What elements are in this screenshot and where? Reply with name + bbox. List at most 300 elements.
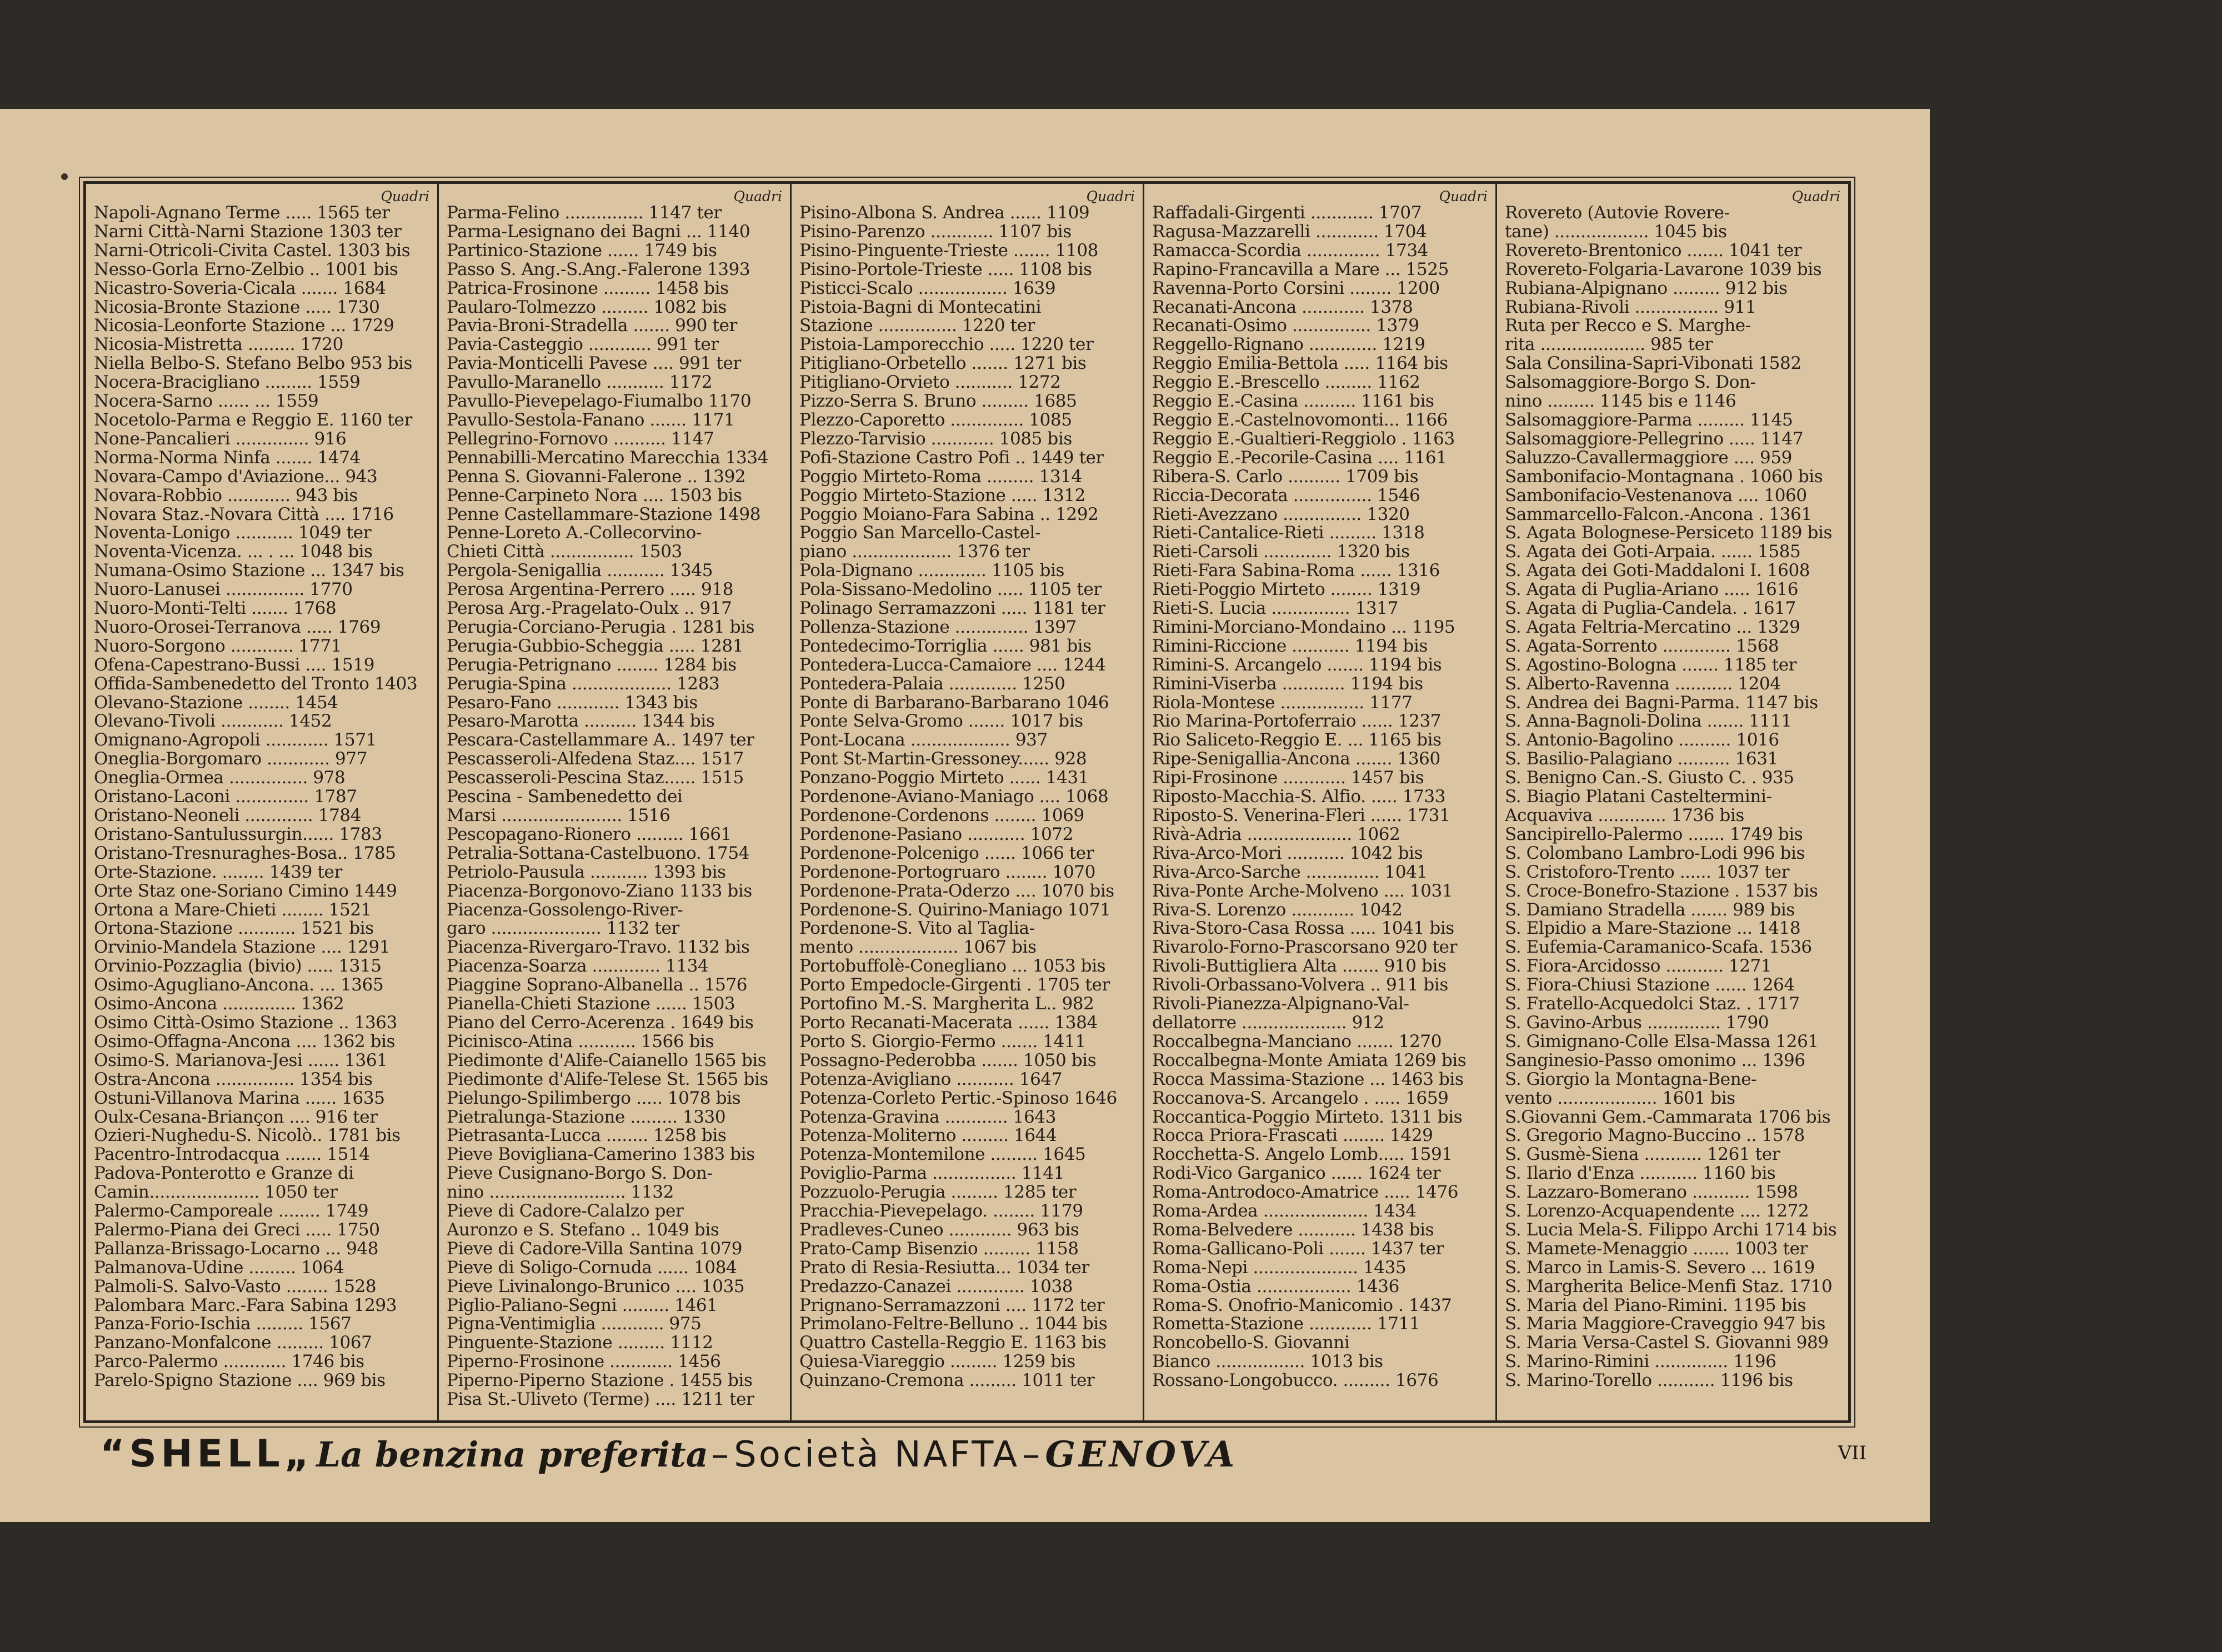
route-entry: Rapino-Francavilla a Mare ... 1525	[1152, 260, 1449, 279]
route-entry: Roma-Gallicano-Poli ....... 1437 ter	[1152, 1239, 1444, 1259]
route-entry: Rubiana-Alpignano ......... 912 bis	[1505, 279, 1788, 298]
route-entry: garo ..................... 1132 ter	[447, 919, 679, 939]
route-entry: Sanginesio-Passo omonimo ... 1396	[1505, 1051, 1805, 1070]
route-entry: Pescasseroli-Alfedena Staz.... 1517	[447, 750, 744, 769]
route-entry: Porto Recanati-Macerata ...... 1384	[799, 1013, 1098, 1033]
route-entry: Rivoli-Pianezza-Alpignano-Val-	[1152, 995, 1409, 1014]
route-entry: Nesso-Gorla Erno-Zelbio .. 1001 bis	[94, 260, 398, 279]
page-sheet	[0, 109, 1930, 1522]
route-entry: Pordenone-S. Vito al Taglia-	[799, 919, 1035, 939]
route-entry: Novara-Campo d'Aviazione... 943	[94, 467, 378, 487]
route-entry: S. Fratello-Acquedolci Staz. . 1717	[1505, 995, 1800, 1014]
route-entry: Rieti-Fara Sabina-Roma ...... 1316	[1152, 562, 1440, 581]
index-column	[437, 184, 790, 1420]
route-entry: Rivà-Adria .................... 1062	[1152, 825, 1400, 844]
route-entry: Ripe-Senigallia-Ancona ....... 1360	[1152, 750, 1440, 769]
route-entry: Pavia-Casteggio ............ 991 ter	[447, 336, 719, 355]
route-entry: Pavullo-Pievepelago-Fiumalbo 1170	[447, 392, 752, 411]
route-entry: Possagno-Pederobba ....... 1050 bis	[799, 1051, 1097, 1070]
route-entry: Piano del Cerro-Acerenza . 1649 bis	[447, 1013, 754, 1033]
route-entry: Prato di Resia-Resiutta... 1034 ter	[799, 1258, 1089, 1278]
route-entry: Roccanova-S. Arcangelo . ..... 1659	[1152, 1089, 1449, 1108]
route-entry: Rieti-Avezzano ............... 1320	[1152, 505, 1410, 524]
footer-dash: –	[1022, 1434, 1043, 1475]
route-entry: Polinago Serramazzoni ..... 1181 ter	[799, 599, 1105, 618]
route-entry: Rovereto (Autovie Rovere-	[1505, 204, 1730, 223]
route-entry: Nocetolo-Parma e Reggio E. 1160 ter	[94, 411, 412, 430]
route-entry: Picinisco-Atina ........... 1566 bis	[447, 1032, 714, 1052]
footer-dash: –	[711, 1434, 732, 1475]
route-entry: Narni Città-Narni Stazione 1303 ter	[94, 222, 402, 242]
route-entry: Salsomaggiore-Pellegrino ..... 1147	[1505, 429, 1804, 449]
route-entry: Quinzano-Cremona ......... 1011 ter	[799, 1371, 1095, 1391]
index-column	[1495, 184, 1848, 1420]
route-entry: Primolano-Feltre-Belluno .. 1044 bis	[799, 1315, 1108, 1334]
route-entry: Rubiana-Rivoli ................ 911	[1505, 298, 1756, 317]
route-entry: Partinico-Stazione ...... 1749 bis	[447, 241, 717, 261]
route-entry: Perosa Argentina-Perrero ..... 918	[447, 580, 734, 600]
route-entry: Palmanova-Udine ......... 1064	[94, 1258, 344, 1278]
route-entry: Pozzuolo-Perugia ......... 1285 ter	[799, 1183, 1077, 1203]
footer-brand: “SHELL„	[100, 1432, 314, 1476]
route-entry: S. Lorenzo-Acquapendente .... 1272	[1505, 1202, 1809, 1221]
route-entry: Olevano-Tivoli ............ 1452	[94, 712, 332, 732]
route-entry: Nocera-Bracigliano ......... 1559	[94, 373, 361, 393]
route-entry: Penne-Loreto A.-Collecorvino-	[447, 524, 702, 543]
route-entry: Pieve di Soligo-Cornuda ...... 1084	[447, 1258, 737, 1278]
route-entry: Olevano-Stazione ........ 1454	[94, 693, 338, 713]
route-entry: Pordenone-S. Quirino-Maniago 1071	[799, 900, 1111, 920]
route-entry: Riposto-S. Venerina-Fleri ...... 1731	[1152, 807, 1450, 825]
route-entry: Offida-Sambenedetto del Tronto 1403	[94, 674, 418, 694]
route-entry: Ponte Selva-Gromo ....... 1017 bis	[799, 712, 1083, 732]
route-entry: Rovereto-Brentonico ....... 1041 ter	[1505, 241, 1802, 261]
route-entry: Pizzo-Serra S. Bruno ......... 1685	[799, 392, 1077, 411]
route-entry: Pescara-Castellammare A.. 1497 ter	[447, 731, 754, 750]
route-entry: S. Agata Bolognese-Persiceto 1189 bis	[1505, 524, 1833, 543]
route-entry: Roma-Antrodoco-Amatrice ..... 1476	[1152, 1183, 1459, 1203]
footer-company: Società NAFTA	[734, 1434, 1020, 1475]
route-entry: Rocchetta-S. Angelo Lomb..... 1591	[1152, 1145, 1453, 1165]
route-entry: Oneglia-Ormea ............... 978	[94, 769, 346, 788]
route-entry: Pracchia-Pievepelago. ........ 1179	[799, 1202, 1083, 1221]
route-entry: Potenza-Moliterno ......... 1644	[799, 1127, 1057, 1146]
route-entry: Ostra-Ancona ............... 1354 bis	[94, 1070, 373, 1089]
index-column	[86, 184, 437, 1420]
route-entry: Pieve Bovigliana-Camerino 1383 bis	[447, 1145, 755, 1165]
route-entry: Palombara Marc.-Fara Sabina 1293	[94, 1296, 397, 1315]
route-entry: Stazione ............... 1220 ter	[799, 317, 1035, 336]
route-entry: Orvinio-Mandela Stazione .... 1291	[94, 938, 391, 958]
route-entry: Sambonifacio-Montagnana . 1060 bis	[1505, 467, 1823, 487]
route-entry: Recanati-Ancona ............ 1378	[1152, 298, 1413, 317]
route-entry: Piglio-Paliano-Segni ......... 1461	[447, 1296, 718, 1315]
route-entry: Pordenone-Pasiano ........... 1072	[799, 825, 1073, 844]
route-entry: S. Agata dei Goti-Maddaloni I. 1608	[1505, 562, 1810, 581]
route-entry: rita .................... 985 ter	[1505, 336, 1713, 355]
route-entry: S. Maria Maggiore-Craveggio 947 bis	[1505, 1315, 1825, 1334]
route-entry: Reggio E.-Pecorile-Casina .... 1161	[1152, 448, 1447, 468]
route-entry: S. Agata Feltria-Mercatino ... 1329	[1505, 618, 1800, 637]
route-entry: Rio Saliceto-Reggio E. ... 1165 bis	[1152, 731, 1442, 750]
column-header: Quadri	[733, 188, 782, 204]
route-entry: Plezzo-Caporetto .............. 1085	[799, 411, 1072, 430]
route-entry: Napoli-Agnano Terme ..... 1565 ter	[94, 204, 390, 223]
route-entry: Riccia-Decorata ............... 1546	[1152, 486, 1420, 505]
route-entry: Pesaro-Fano ............ 1343 bis	[447, 693, 698, 713]
index-columns	[86, 184, 1848, 1420]
route-entry: Nuoro-Sorgono ............ 1771	[94, 637, 342, 656]
route-entry: S. Maria Versa-Castel S. Giovanni 989	[1505, 1334, 1829, 1353]
route-entry: Quiesa-Viareggio ......... 1259 bis	[799, 1353, 1075, 1372]
route-entry: Osimo-Agugliano-Ancona. ... 1365	[94, 976, 384, 995]
route-entry: Poggio Moiano-Fara Sabina .. 1292	[799, 505, 1099, 524]
column-header: Quadri	[381, 188, 429, 204]
route-entry: Marsi ....................... 1516	[447, 807, 670, 825]
route-entry: Pisticci-Scalo ................. 1639	[799, 279, 1056, 298]
route-entry: Orvinio-Pozzaglia (bivio) ..... 1315	[94, 957, 382, 977]
route-entry: Pennabilli-Mercatino Marecchia 1334	[447, 448, 769, 468]
route-entry: Pontedera-Palaia ............. 1250	[799, 674, 1065, 694]
route-entry: Pietrasanta-Lucca ........ 1258 bis	[447, 1127, 727, 1146]
route-entry: Sambonifacio-Vestenanova .... 1060	[1505, 486, 1807, 505]
route-entry: Nicosia-Leonforte Stazione ... 1729	[94, 317, 394, 336]
route-entry: S. Damiano Stradella ....... 989 bis	[1505, 900, 1795, 920]
route-entry: Riva-Storo-Casa Rossa ..... 1041 bis	[1152, 919, 1454, 939]
route-entry: Ramacca-Scordia .............. 1734	[1152, 241, 1428, 261]
route-entry: Nuoro-Monti-Telti ....... 1768	[94, 599, 337, 618]
route-entry: Perosa Arg.-Pragelato-Oulx .. 917	[447, 599, 732, 618]
route-entry: Roccalbegna-Manciano ....... 1270	[1152, 1032, 1442, 1052]
route-entry: Riola-Montese ................ 1177	[1152, 693, 1413, 713]
route-entry: Oristano-Neoneli ............. 1784	[94, 807, 362, 825]
route-entry: S. Maria del Piano-Rimini. 1195 bis	[1505, 1296, 1806, 1315]
route-entry: Rossano-Longobucco. ......... 1676	[1152, 1371, 1439, 1391]
route-entry: S. Marino-Torello ........... 1196 bis	[1505, 1371, 1793, 1391]
route-entry: Pescopagano-Rionero ......... 1661	[447, 825, 732, 844]
route-entry: Omignano-Agropoli ............ 1571	[94, 731, 377, 750]
route-entry: Penna S. Giovanni-Falerone .. 1392	[447, 467, 746, 487]
route-entry: S. Agata di Puglia-Candela. . 1617	[1505, 599, 1796, 618]
route-entry: Nuoro-Lanusei ............... 1770	[94, 580, 353, 600]
route-entry: Rio Marina-Portoferraio ...... 1237	[1152, 712, 1442, 732]
route-entry: Pola-Sissano-Medolino ..... 1105 ter	[799, 580, 1102, 600]
route-entry: Rimini-Riccione ........... 1194 bis	[1152, 637, 1428, 656]
route-entry: Ravenna-Porto Corsini ........ 1200	[1152, 279, 1440, 298]
route-entry: Porto Empedocle-Girgenti . 1705 ter	[799, 976, 1110, 995]
route-entry: Oristano-Santulussurgin...... 1783	[94, 825, 382, 844]
route-entry: Osimo-Offagna-Ancona .... 1362 bis	[94, 1032, 396, 1052]
route-entry: Rimini-S. Arcangelo ....... 1194 bis	[1152, 655, 1442, 675]
index-column	[1143, 184, 1495, 1420]
route-entry: Salsomaggiore-Borgo S. Don-	[1505, 373, 1756, 393]
route-entry: Parco-Palermo ............ 1746 bis	[94, 1353, 364, 1372]
route-entry: Novara-Robbio ............ 943 bis	[94, 486, 358, 505]
route-entry: Numana-Osimo Stazione ... 1347 bis	[94, 562, 404, 581]
route-entry: Rocca Massima-Stazione ... 1463 bis	[1152, 1070, 1464, 1089]
route-entry: S. Alberto-Ravenna ........... 1204	[1505, 674, 1781, 694]
route-entry: Portofino M.-S. Margherita L.. 982	[799, 995, 1094, 1014]
route-entry: Predazzo-Canazei ............. 1038	[799, 1277, 1073, 1296]
route-entry: Roma-S. Onofrio-Manicomio . 1437	[1152, 1296, 1452, 1315]
route-entry: Piperno-Frosinone ............ 1456	[447, 1353, 721, 1372]
route-entry: Pianella-Chieti Stazione ...... 1503	[447, 995, 735, 1014]
route-entry: Piedimonte d'Alife-Caianello 1565 bis	[447, 1051, 767, 1070]
route-entry: Auronzo e S. Stefano .. 1049 bis	[447, 1220, 719, 1240]
route-entry: S. Marco in Lamis-S. Severo ... 1619	[1505, 1258, 1815, 1278]
route-entry: Ripi-Frosinone ............ 1457 bis	[1152, 769, 1424, 788]
route-entry: Narni-Otricoli-Civita Castel. 1303 bis	[94, 241, 411, 261]
route-entry: Nicosia-Bronte Stazione ..... 1730	[94, 298, 380, 317]
route-entry: Saluzzo-Cavallermaggiore .... 959	[1505, 448, 1792, 468]
route-entry: S. Agata-Sorrento ............. 1568	[1505, 637, 1779, 656]
route-entry: Riva-Arco-Mori ........... 1042 bis	[1152, 844, 1423, 863]
route-entry: S. Gusmè-Siena ........... 1261 ter	[1505, 1145, 1780, 1165]
route-entry: Nicastro-Soveria-Cicala ....... 1684	[94, 279, 386, 298]
route-entry: Osimo Città-Osimo Stazione .. 1363	[94, 1013, 397, 1033]
route-entry: Sala Consilina-Sapri-Vibonati 1582	[1505, 354, 1801, 374]
route-entry: Orte-Stazione. ........ 1439 ter	[94, 863, 342, 882]
route-entry: Portobuffolè-Conegliano ... 1053 bis	[799, 957, 1106, 977]
route-entry: Piacenza-Soarza ............. 1134	[447, 957, 709, 977]
route-entry: Rodi-Vico Garganico ...... 1624 ter	[1152, 1164, 1441, 1184]
route-entry: Pescina - Sambenedetto dei	[447, 788, 683, 807]
route-entry: Pordenone-Portogruaro ........ 1070	[799, 863, 1095, 882]
route-entry: None-Pancalieri .............. 916	[94, 429, 347, 449]
route-entry: S. Giorgio la Montagna-Bene-	[1505, 1070, 1757, 1089]
route-entry: Panzano-Monfalcone ......... 1067	[94, 1334, 372, 1353]
route-entry: S. Fiora-Arcidosso ........... 1271	[1505, 957, 1772, 977]
route-entry: S. Antonio-Bagolino .......... 1016	[1505, 731, 1779, 750]
route-entry: Oneglia-Borgomaro ............ 977	[94, 750, 368, 769]
route-entry: Passo S. Ang.-S.Ang.-Falerone 1393	[447, 260, 750, 279]
route-entry: Oristano-Laconi .............. 1787	[94, 788, 357, 807]
route-entry: Palmoli-S. Salvo-Vasto ........ 1528	[94, 1277, 377, 1296]
route-entry: Pielungo-Spilimbergo ..... 1078 bis	[447, 1089, 741, 1108]
route-entry: Pofi-Stazione Castro Pofi .. 1449 ter	[799, 448, 1104, 468]
route-entry: Sancipirello-Palermo ....... 1749 bis	[1505, 825, 1803, 844]
route-entry: S. Gregorio Magno-Buccino .. 1578	[1505, 1127, 1805, 1146]
route-entry: Perugia-Spina ................... 1283	[447, 674, 720, 694]
route-entry: Perugia-Petrignano ........ 1284 bis	[447, 655, 737, 675]
route-entry: S. Basilio-Palagiano .......... 1631	[1505, 750, 1778, 769]
route-entry: Rimini-Viserba ............ 1194 bis	[1152, 674, 1423, 694]
route-entry: Pitigliano-Orbetello ....... 1271 bis	[799, 354, 1087, 374]
column-header: Quadri	[1086, 188, 1135, 204]
route-entry: Salsomaggiore-Parma ......... 1145	[1505, 411, 1793, 430]
route-entry: Nicosia-Mistretta ......... 1720	[94, 336, 343, 355]
route-entry: Riva-Arco-Sarche .............. 1041	[1152, 863, 1428, 882]
route-entry: Rimini-Morciano-Mondaino ... 1195	[1152, 618, 1455, 637]
route-entry: Piedimonte d'Alife-Telese St. 1565 bis	[447, 1070, 768, 1089]
route-entry: Riva-Ponte Arche-Molveno .... 1031	[1152, 882, 1453, 901]
route-entry: Pordenone-Prata-Oderzo .... 1070 bis	[799, 882, 1114, 901]
route-entry: Osimo-S. Marianova-Jesi ...... 1361	[94, 1051, 388, 1070]
route-entry: Ortona a Mare-Chieti ........ 1521	[94, 900, 372, 920]
route-entry: Pont-Locana ................... 937	[799, 731, 1048, 750]
index-column	[790, 184, 1143, 1420]
route-entry: Paularo-Tolmezzo ......... 1082 bis	[447, 298, 727, 317]
route-entry: Pesaro-Marotta .......... 1344 bis	[447, 712, 715, 732]
route-entry: Novara Staz.-Novara Città .... 1716	[94, 505, 394, 524]
route-entry: Acquaviva ............. 1736 bis	[1505, 807, 1744, 825]
route-entry: Ponte di Barbarano-Barbarano 1046	[799, 693, 1109, 713]
route-entry: Piaggine Soprano-Albanella .. 1576	[447, 976, 748, 995]
route-entry: Ozieri-Nughedu-S. Nicolò.. 1781 bis	[94, 1127, 401, 1146]
route-entry: Noventa-Lonigo ........... 1049 ter	[94, 524, 372, 543]
route-entry: Pieve di Cadore-Calalzo per	[447, 1202, 684, 1221]
route-entry: S. Croce-Bonefro-Stazione . 1537 bis	[1505, 882, 1818, 901]
route-entry: Riva-S. Lorenzo ............ 1042	[1152, 900, 1403, 920]
route-entry: Pavia-Monticelli Pavese .... 991 ter	[447, 354, 741, 374]
route-entry: Pinguente-Stazione ......... 1112	[447, 1334, 713, 1353]
route-entry: Pavullo-Maranello ........... 1172	[447, 373, 713, 393]
route-entry: Penne Castellammare-Stazione 1498	[447, 505, 761, 524]
route-entry: S. Benigno Can.-S. Giusto C. . 935	[1505, 769, 1794, 788]
route-entry: S. Eufemia-Caramanico-Scafa. 1536	[1505, 938, 1812, 958]
route-entry: Chieti Città ................ 1503	[447, 543, 682, 562]
route-entry: Pola-Dignano ............. 1105 bis	[799, 562, 1065, 581]
route-entry: Nuoro-Orosei-Terranova ..... 1769	[94, 618, 381, 637]
route-entry: S. Fiora-Chiusi Stazione ...... 1264	[1505, 976, 1795, 995]
route-entry: Poggio Mirteto-Stazione ..... 1312	[799, 486, 1085, 505]
route-entry: Orte Staz one-Soriano Cimino 1449	[94, 882, 397, 901]
route-entry: Palermo-Camporeale ........ 1749	[94, 1202, 369, 1221]
route-entry: Reggio Emilia-Bettola ..... 1164 bis	[1152, 354, 1448, 374]
route-entry: Pollenza-Stazione .............. 1397	[799, 618, 1077, 637]
ink-dot	[61, 173, 68, 180]
route-entry: Roma-Belvedere ........... 1438 bis	[1152, 1220, 1434, 1240]
route-entry: Roccalbegna-Monte Amiata 1269 bis	[1152, 1051, 1467, 1070]
route-entry: Roma-Ostia .................. 1436	[1152, 1277, 1399, 1296]
route-entry: Nocera-Sarno ...... ... 1559	[94, 392, 319, 411]
route-entry: Parelo-Spigno Stazione .... 969 bis	[94, 1371, 386, 1391]
route-entry: Pontedera-Lucca-Camaiore .... 1244	[799, 655, 1106, 675]
route-entry: Recanati-Osimo ............... 1379	[1152, 317, 1419, 336]
route-entry: S. Marino-Rimini .............. 1196	[1505, 1353, 1776, 1372]
route-entry: Poggio Mirteto-Roma ......... 1314	[799, 467, 1082, 487]
route-entry: Norma-Norma Ninfa ....... 1474	[94, 448, 361, 468]
route-entry: Ostuni-Villanova Marina ...... 1635	[94, 1089, 385, 1108]
route-entry: S. Agata di Puglia-Ariano ..... 1616	[1505, 580, 1799, 600]
route-entry: Reggello-Rignano ............. 1219	[1152, 336, 1425, 355]
route-entry: Rometta-Stazione ............ 1711	[1152, 1315, 1420, 1334]
route-entry: Rivarolo-Forno-Prascorsano 920 ter	[1152, 938, 1458, 958]
route-entry: Padova-Ponterotto e Granze di	[94, 1164, 354, 1184]
advertisement-footer	[100, 1432, 1866, 1482]
route-entry: vento ................... 1601 bis	[1505, 1089, 1735, 1108]
route-entry: Panza-Forio-Ischia ......... 1567	[94, 1315, 352, 1334]
route-entry: Perugia-Corciano-Perugia . 1281 bis	[447, 618, 755, 637]
route-entry: Roccantica-Poggio Mirteto. 1311 bis	[1152, 1108, 1463, 1127]
route-entry: Palermo-Piana dei Greci ..... 1750	[94, 1220, 380, 1240]
route-entry: Pisa St.-Uliveto (Terme) .... 1211 ter	[447, 1390, 754, 1409]
route-entry: S. Ilario d'Enza ........... 1160 bis	[1505, 1164, 1776, 1184]
route-entry: Rovereto-Folgaria-Lavarone 1039 bis	[1505, 260, 1822, 279]
route-entry: Pordenone-Aviano-Maniago .... 1068	[799, 788, 1109, 807]
footer-city: GENOVA	[1045, 1434, 1238, 1475]
route-entry: Pistoia-Bagni di Montecatini	[799, 298, 1042, 317]
route-entry: S. Gimignano-Colle Elsa-Massa 1261	[1505, 1032, 1819, 1052]
route-entry: Poviglio-Parma ................ 1141	[799, 1164, 1065, 1184]
route-entry: Piacenza-Gossolengo-River-	[447, 900, 683, 920]
route-entry: Oulx-Cesana-Briançon .... 916 ter	[94, 1108, 378, 1127]
route-entry: S. Margherita Belice-Menfi Staz. 1710	[1505, 1277, 1833, 1296]
route-entry: Rivoli-Buttigliera Alta ....... 910 bis	[1152, 957, 1447, 977]
route-entry: Raffadali-Girgenti ............ 1707	[1152, 204, 1422, 223]
route-entry: Pradleves-Cuneo ............ 963 bis	[799, 1220, 1079, 1240]
route-entry: Pergola-Senigallia ........... 1345	[447, 562, 713, 581]
route-entry: Reggio E.-Castelnovomonti... 1166	[1152, 411, 1448, 430]
route-entry: Patrica-Frosinone ......... 1458 bis	[447, 279, 729, 298]
route-entry: Potenza-Montemilone ......... 1645	[799, 1145, 1086, 1165]
route-entry: Reggio E.-Casina .......... 1161 bis	[1152, 392, 1434, 411]
route-entry: Ragusa-Mazzarelli ............ 1704	[1152, 222, 1427, 242]
route-entry: Pietralunga-Stazione ......... 1330	[447, 1108, 726, 1127]
route-entry: Ribera-S. Carlo .......... 1709 bis	[1152, 467, 1419, 487]
route-entry: Niella Belbo-S. Stefano Belbo 953 bis	[94, 354, 413, 374]
route-entry: S. Anna-Bagnoli-Dolina ....... 1111	[1505, 712, 1792, 732]
footer-slogan: La benzina preferita	[316, 1434, 708, 1475]
route-entry: Pont St-Martin-Gressoney...... 928	[799, 750, 1087, 769]
route-entry: S. Biagio Platani Casteltermini-	[1505, 788, 1772, 807]
route-entry: Rieti-Cantalice-Rieti ......... 1318	[1152, 524, 1425, 543]
route-entry: Pavia-Broni-Stradella ....... 990 ter	[447, 317, 737, 336]
route-entry: Pieve Cusignano-Borgo S. Don-	[447, 1164, 713, 1184]
route-entry: Oristano-Tresnuraghes-Bosa.. 1785	[94, 844, 396, 863]
route-entry: nino .......................... 1132	[447, 1183, 674, 1203]
route-entry: Reggio E.-Gualtieri-Reggiolo . 1163	[1152, 429, 1455, 449]
route-entry: S. Andrea dei Bagni-Parma. 1147 bis	[1505, 693, 1818, 713]
route-entry: Potenza-Corleto Pertic.-Spinoso 1646	[799, 1089, 1117, 1108]
route-entry: Piperno-Piperno Stazione . 1455 bis	[447, 1371, 753, 1391]
route-entry: Camin..................... 1050 ter	[94, 1183, 338, 1203]
route-entry: Riposto-Macchia-S. Alfio. ..... 1733	[1152, 788, 1446, 807]
route-entry: Prignano-Serramazzoni .... 1172 ter	[799, 1296, 1105, 1315]
route-entry: S. Agostino-Bologna ....... 1185 ter	[1505, 655, 1797, 675]
route-entry: Pacentro-Introdacqua ....... 1514	[94, 1145, 370, 1165]
route-entry: Bianco ................. 1013 bis	[1152, 1353, 1383, 1372]
route-entry: mento ................... 1067 bis	[799, 938, 1037, 958]
route-entry: Ofena-Capestrano-Bussi .... 1519	[94, 655, 375, 675]
route-entry: Reggio E.-Brescello ......... 1162	[1152, 373, 1420, 393]
column-header: Quadri	[1439, 188, 1488, 204]
route-entry: Pavullo-Sestola-Fanano ....... 1171	[447, 411, 735, 430]
route-entry: Quattro Castella-Reggio E. 1163 bis	[799, 1334, 1107, 1353]
route-entry: S. Gavino-Arbus .............. 1790	[1505, 1013, 1769, 1033]
route-entry: Rieti-Carsoli ............. 1320 bis	[1152, 543, 1410, 562]
route-entry: Perugia-Gubbio-Scheggia ..... 1281	[447, 637, 744, 656]
column-header: Quadri	[1791, 188, 1840, 204]
route-entry: Osimo-Ancona .............. 1362	[94, 995, 344, 1014]
route-entry: S. Mamete-Menaggio ....... 1003 ter	[1505, 1239, 1808, 1259]
route-entry: Pordenone-Cordenons ........ 1069	[799, 807, 1084, 825]
route-entry: Petralia-Sottana-Castelbuono. 1754	[447, 844, 749, 863]
route-entry: Petriolo-Pausula ........... 1393 bis	[447, 863, 726, 882]
page-number: VII	[1838, 1442, 1866, 1464]
route-entry: Porto S. Giorgio-Fermo ....... 1411	[799, 1032, 1086, 1052]
route-entry: Pellegrino-Fornovo .......... 1147	[447, 429, 714, 449]
route-entry: Penne-Carpineto Nora .... 1503 bis	[447, 486, 742, 505]
route-entry: Potenza-Gravina ............ 1643	[799, 1108, 1056, 1127]
route-entry: S. Lucia Mela-S. Filippo Archi 1714 bis	[1505, 1220, 1837, 1240]
route-entry: Pontedecimo-Torriglia ...... 981 bis	[799, 637, 1092, 656]
route-entry: S.Giovanni Gem.-Cammarata 1706 bis	[1505, 1108, 1831, 1127]
route-entry: Pitigliano-Orvieto ........... 1272	[799, 373, 1061, 393]
route-entry: S. Colombano Lambro-Lodi 996 bis	[1505, 844, 1805, 863]
route-entry: Rieti-S. Lucia ............... 1317	[1152, 599, 1399, 618]
route-entry: piano ................... 1376 ter	[799, 543, 1030, 562]
